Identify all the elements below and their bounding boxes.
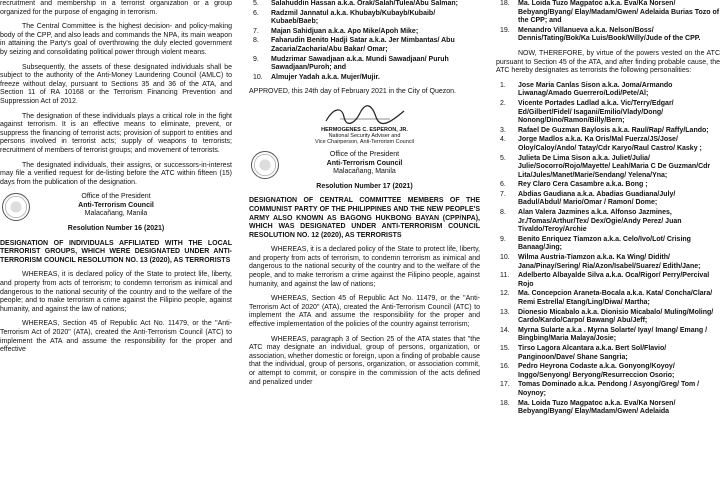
now-therefore-paragraph: NOW, THEREFORE, by virtue of the powers vested on the ATC pursuant to Section 45 of the ATA, and after finding probable cause, the ATC hereby designates as terrorists the following personalities: (496, 49, 720, 75)
signature-icon (320, 103, 410, 127)
whereas-1: WHEREAS, it is declared policy of the State to protect life, liberty, and property from acts of terrorism; to condemn terrorism as inimical and dangerous to the national security of the country and to the welfare of the people; and to make terrorism a crime against the Filipino people, against humanity, and against the law of nations; (0, 271, 232, 313)
designated-list-top (496, 0, 720, 44)
office-line-3: Malacañang, Manila (333, 168, 396, 176)
office-line-2: Anti-Terrorism Council (326, 159, 403, 167)
list-item: 18. Ma. Loida Tuzo Magpatoc a.k.a. Eva/Ka Norsen/ Bebyang/Byang/ Elay/Madam/Gwen/ Adelaida Burias Tozo of the CPP; and (500, 0, 720, 25)
signature-block (249, 103, 480, 145)
list-item: 11. Adelberto Albayalde Silva a.k.a. Oca/Rigor/ Perry/Percival Rojo (500, 272, 710, 288)
office-line-3: Malacañang, Manila (84, 210, 148, 218)
seal-icon (251, 151, 279, 179)
paragraph-assets: Subsequently, the assets of these designated individuals shall be subject to the authority of the Anti-Money Laundering Council (AMLC) to freeze without delay, pursuant to Sections 35 and 36 of the ATA, and Section 11 of RA 10168 or the Terrorism Financing Prevention and Suppression Act of 2012. (0, 63, 232, 105)
office-line-2: Anti-Terrorism Council (78, 201, 154, 209)
list-item: 16. Pedro Heyrona Codaste a.k.a. Gonyong/Koyoy/ Inggo/Senyong/ Beryong/Resurreccion Osorio; (500, 363, 675, 379)
list-item: 7. Majan Sahidjuan a.k.a. Apo Mike/Apoh Mike; (253, 27, 419, 35)
column-left (0, 0, 232, 500)
list-item: 19. Menandro Villanueva a.k.a. Nelson/Boss/ Dennis/Tating/Bok/Ka Luis/Book/Willy/Jude of the CPP. (500, 26, 701, 43)
office-line-1: Office of the President (329, 150, 400, 158)
list-item: 18. Ma. Loida Tuzo Magpatoc a.k.a. Eva/Ka Norsen/ Bebyang/Byang/ Elay/Madam/Gwen/ Adelaida (500, 399, 676, 416)
list-item: 10. Almujer Yadah a.k.a. Mujer/Mujir. (253, 73, 380, 81)
list-item: 7. Abdias Gaudiana a.k.a. Abadias Guadiana/July/ Badul/Abdul/ Mario/Omar / Ramon/ Dome; (500, 190, 676, 207)
signatory-title-2: Vice Chairperson, Anti-Terrorism Council (315, 138, 414, 145)
list-item: 13. Dionesio Micabalo a.k.a. Dionisio Micabalo/ Muling/Moling/ Cardo/Kardo/Carpo/ Bawang/ Abu/Jeff; (500, 308, 714, 325)
list-item: 15. Tirso Lagora Alcantara a.k.a. Bert Sol/Flavio/ Panginoon/Dave/ Shane Sangria; (500, 344, 667, 361)
office-header-17 (249, 151, 480, 177)
resolution-number-17: Resolution Number 17 (2021) (316, 182, 413, 190)
paragraph-central-committee: The Central Committee is the highest decision- and policy-making body of the CPP, and also leads and commands the NPA, its main weapon in attaining the Party's goal of overthrowing the duly elected government by seizing and consolidating political power through violent means. (0, 23, 232, 56)
paragraph-delisting: The designated individuals, their assigns, or successors-in-interest may file a verified request for de-listing before the ATC within fifteen (15) days from the publication of the designation. (0, 161, 232, 186)
list-item: 6. Radzmil Jannatul a.k.a. Khubayb/Kubayb/Kubaib/ Kubaeb/Baeb; (253, 9, 436, 26)
list-item: 10. Wilma Austria-Tiamzon a.k.a. Ka Wing/ Didith/ Jana/Pinay/Sering/ Ria/Azon/Isabel/Suarez/ Edith/Jane; (500, 254, 701, 270)
list-item: 8. Faharudin Benito Hadji Satar a.k.a. Jer Mimbantas/ Abu Zacaria/Zacharia/Abu Bakar/ Omar; (253, 37, 455, 53)
list-item: 5. Julieta De Lima Sison a.k.a. Juliet/Julia/ Julie/Socorro/Rojo/Mayette/ Leah/Maria C De Guzman/Cdr Lita/Jules/Manet/Marie/Sendang/ Yelena/Yna; (500, 154, 711, 179)
list-item: 1. Jose Maria Canlas Sison a.k.a. Joma/Armando Liwanag/Amado Guerrero/Lodi/Pete/Al; (500, 81, 673, 98)
office-header-16 (0, 193, 232, 219)
paragraph-role: The designation of these individuals plays a critical role in the fight against terrorism. It is an effective means to eliminate, prevent, or suppress the financing of terrorist acts; provision of support to entities and persons involved in terrorist acts; supply of weapons to terrorists; recruitment of members of terrorist groups; and movement of terrorists. (0, 112, 232, 154)
designated-list-16 (249, 0, 480, 82)
list-item: 4. Jorge Madlos a.k.a. Ka Oris/Mal Fuerza/JS/Jose/ Oloy/Caloy/Ando/ Tatay/Cdr Karyo/Raul Castro/ Kasky ; (500, 136, 702, 152)
list-item: 2. Vicente Portades Ladlad a.k.a. Vic/Terry/Edgar/ Ed/Gilbert/Fidel/ Isagani/Emilio/Vlady/Dong/ Nonong/Dino/Ramon/Billy/Bern; (500, 99, 674, 125)
list-item: 3. Rafael De Guzman Baylosis a.k.a. Raul/Rap/ Raffy/Lando; (500, 126, 709, 134)
list-item: 8. Alan Valera Jazmines a.k.a. Alfonso Jazmines, Jr./Tomas/Arthur/Tex/ Dex/Ogie/Andy Perez/ Juan Tivaldo/Teroy/Archie (500, 209, 682, 234)
list-item: 14. Myrna Sularte a.k.a . Myrna Solarte/ Iyay/ Imang/ Emang / Bingbing/Maria Malaya/Josie; (500, 326, 708, 343)
whereas-1: WHEREAS, it is a declared policy of the State to protect life, liberty, and property from acts of terrorism, to condemn terrorism as inimical and dangerous to the national security of the country and to the welfare of the people, and to make terrorism a crime against the Filipino people, against humanity, and against the law of nations; (249, 246, 480, 288)
resolution-17-heading: DESIGNATION OF CENTRAL COMMITTEE MEMBERS OF THE COMMUNIST PARTY OF THE PHILIPPINES AND THE NEW PEOPLE'S ARMY ALSO KNOWN AS BAGONG HUKBONG BAYAN (CPP/NPA), WHICH WAS DESIGNATED UNDER ANTI-TERRORISM COUNCIL RESOLUTION NO. 12 (2020), AS TERRORISTS (249, 197, 480, 239)
list-item: 6. Rey Claro Cera Casambre a.k.a. Bong ; (500, 181, 648, 189)
office-line-1: Office of the President (81, 193, 151, 201)
approved-line: APPROVED, this 24th day of February 2021 in the City of Quezon. (249, 88, 456, 96)
signatory-title-1: National Security Adviser and (328, 132, 401, 139)
paragraph-recruitment: recruitment and membership in a terrorist organization or a group organized for the purpose of engaging in terrorism. (0, 0, 232, 16)
whereas-3: WHEREAS, paragraph 3 of Section 25 of the ATA states that "the ATC may designate an individual, group of persons, organization, or association, whether domestic or foreign, upon a finding of probable cause that the individual, group of persons, organization, or association commit, or attempt to commit, or conspire in the commission of the acts defined and penalized under (249, 335, 480, 386)
list-item: 9. Mudzrimar Sawadjaan a.k.a. Mundi Sawadjaan/ Puruh Sawadjaan/Puroh; and (253, 55, 449, 72)
column-middle (249, 0, 480, 500)
signatory-name: HERMOGENES C. ESPERON, JR. (321, 126, 408, 133)
list-item: 12. Ma. Concepcion Araneta-Bocala a.k.a. Kata/ Concha/Clara/ Remi Estrella/ Etang/Ling/Diwa/ Martha; (500, 290, 713, 306)
whereas-2: WHEREAS, Section 45 of Republic Act No. 11479, or the "Anti-Terrorism Act of 2020" (ATA), created the Anti-Terrorism Council (ATC) to implement the ATA and assume the responsibility for the proper and effective (0, 320, 232, 354)
list-item: 17. Tomas Dominado a.k.a. Pendong / Asyong/Greg/ Tom / Noynoy; (500, 381, 700, 397)
list-item: 5. Salahuddin Hassan a.k.a. Orak/Salah/Tulea/Abu Salman; (253, 0, 458, 7)
column-right (496, 0, 720, 500)
resolution-number-16: Resolution Number 16 (2021) (67, 225, 165, 233)
resolution-16-heading: DESIGNATION OF INDIVIDUALS AFFILIATED WITH THE LOCAL TERRORIST GROUPS, WHICH WERE DESIGNATED UNDER ANTI-TERRORISM COUNCIL RESOLUTION NO. 13 (2020), AS TERRORISTS (0, 239, 232, 264)
list-item: 9. Benito Enriquez Tiamzon a.k.a. Celo/Ivo/Lot/ Crising Banaag/Jing; (500, 235, 691, 252)
designated-list-17 (496, 82, 720, 417)
whereas-2: WHEREAS, Section 45 of Republic Act No. 11479, or the "Anti-Terrorism Act of 2020" (ATA), created the Anti-Terrorism Council (ATC) to implement the ATA and assume the responsibility for the proper and effective implementation of the policies of the country against terrorism; (249, 295, 480, 329)
